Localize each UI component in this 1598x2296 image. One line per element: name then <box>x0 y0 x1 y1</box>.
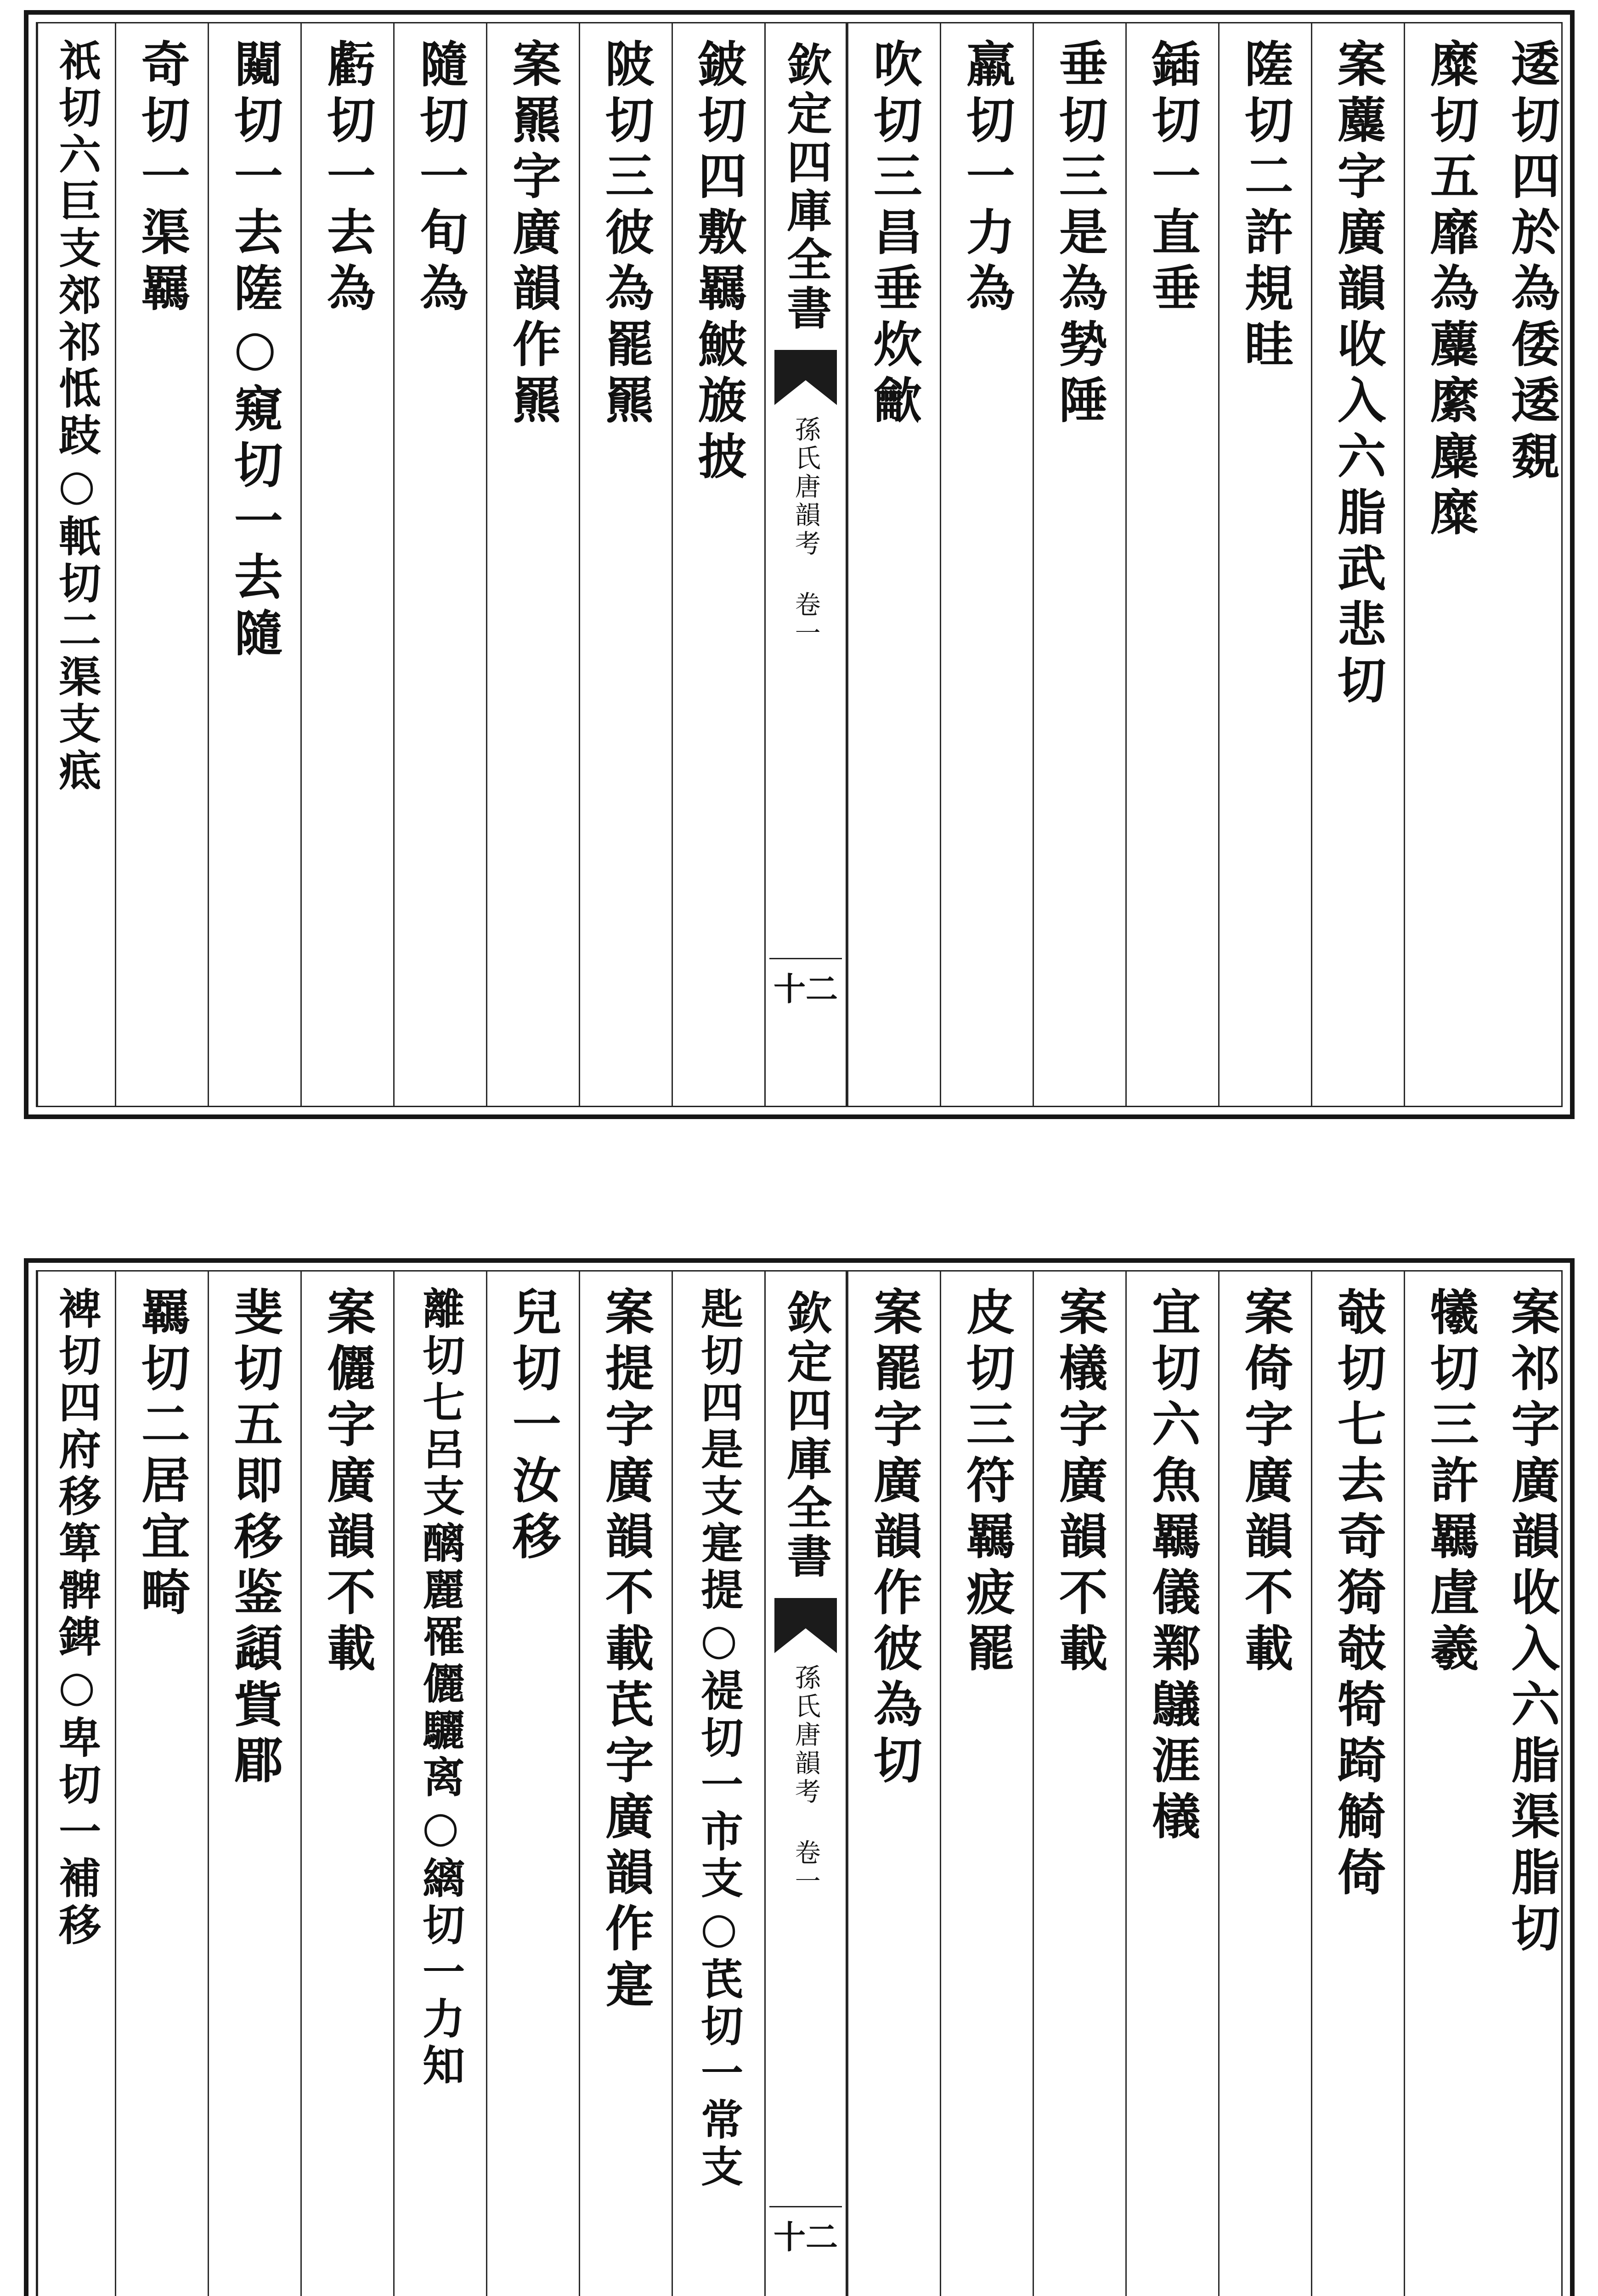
top-fold-center <box>764 23 847 1106</box>
bottom-page <box>24 1258 1575 2296</box>
bottom-col-6 <box>1033 1271 1125 2296</box>
bottom-col-16-text: 裨切四府移箄髀錍○卑切一補移 <box>52 1287 102 1950</box>
top-col-2 <box>1404 23 1496 1106</box>
bottom-col-9 <box>672 1271 764 2296</box>
top-col-12-text: 隨切一旬為 <box>412 39 469 319</box>
bottom-col-14 <box>208 1271 300 2296</box>
top-col-11 <box>486 23 579 1106</box>
bottom-col-11 <box>486 1271 579 2296</box>
page-number-rule <box>769 958 842 959</box>
top-col-4 <box>1218 23 1311 1106</box>
bottom-col-7 <box>940 1271 1033 2296</box>
top-col-16-text: 祇切六巨支郊祁怟跂○軝切二渠支疷 <box>52 39 102 795</box>
bottom-col-10 <box>579 1271 672 2296</box>
top-col-10 <box>579 23 672 1106</box>
bottom-fold-center <box>764 1271 847 2296</box>
bottom-col-13 <box>300 1271 393 2296</box>
top-col-7 <box>940 23 1033 1106</box>
bottom-col-3-text: 攲切七去奇猗攲犄踦觭倚 <box>1329 1287 1387 1903</box>
bottom-col-15 <box>115 1271 208 2296</box>
bottom-col-1 <box>1496 1271 1567 2296</box>
bottom-col-10-text: 案提字廣韻不載芪字廣韻作寔 <box>597 1287 655 2015</box>
bottom-col-3 <box>1311 1271 1404 2296</box>
bottom-col-12 <box>393 1271 486 2296</box>
top-col-9 <box>672 23 764 1106</box>
top-col-9-text: 鈹切四敷羈鮍旇披 <box>690 39 748 487</box>
bottom-sub-title: 孫氏唐韻考 卷一 <box>791 1664 821 1896</box>
top-col-6 <box>1033 23 1125 1106</box>
bottom-col-6-text: 案檥字廣韻不載 <box>1051 1287 1109 1679</box>
bottom-col-5 <box>1125 1271 1218 2296</box>
top-col-15 <box>115 23 208 1106</box>
top-col-16 <box>37 23 115 1106</box>
bottom-col-5-text: 宜切六魚羈儀鄴鸃涯檥 <box>1144 1287 1202 1847</box>
top-col-7-text: 羸切一力為 <box>958 39 1016 319</box>
bottom-col-13-text: 案儷字廣韻不載 <box>319 1287 377 1679</box>
top-col-4-text: 隓切二許規眭 <box>1237 39 1294 375</box>
top-col-15-text: 奇切一渠羈 <box>133 39 191 319</box>
bottom-col-11-text: 兒切一汝移 <box>504 1287 562 1567</box>
bottom-col-8-text: 案罷字廣韻作彼為切 <box>865 1287 923 1791</box>
top-col-3-text: 案蘪字廣韻收入六脂武悲切 <box>1329 39 1387 711</box>
top-col-6-text: 垂切三是為㔟陲 <box>1051 39 1109 431</box>
bottom-col-4 <box>1218 1271 1311 2296</box>
top-col-3 <box>1311 23 1404 1106</box>
top-col-14 <box>208 23 300 1106</box>
bottom-col-2-text: 犧切三許羈虘羲 <box>1422 1287 1480 1679</box>
top-col-5-text: 鍤切一直垂 <box>1144 39 1202 319</box>
top-page <box>24 10 1575 1119</box>
bottom-col-2 <box>1404 1271 1496 2296</box>
fishtail-ornament <box>774 350 837 405</box>
top-running-title: 欽定四庫全書 <box>779 41 832 333</box>
bottom-col-12-text: 離切七呂支醨麗罹儷驪离○縭切一力知 <box>416 1287 466 2090</box>
bottom-running-title: 欽定四庫全書 <box>779 1289 832 1581</box>
top-sub-title: 孫氏唐韻考 卷一 <box>791 416 821 648</box>
bottom-col-14-text: 斐切五即移鉴頿貲郿 <box>226 1287 284 1791</box>
top-col-8 <box>847 23 940 1106</box>
fishtail-ornament <box>774 1598 837 1653</box>
bottom-col-7-text: 皮切三符羈疲罷 <box>958 1287 1016 1679</box>
top-col-5 <box>1125 23 1218 1106</box>
top-col-8-text: 吹切三昌垂炊龡 <box>865 39 923 431</box>
bottom-page-number: 十二 <box>774 2218 838 2256</box>
top-col-1 <box>1496 23 1567 1106</box>
top-col-12 <box>393 23 486 1106</box>
top-col-1-text: 逶切四於為倭逶覣 <box>1503 39 1561 487</box>
top-col-13-text: 虧切一去為 <box>319 39 377 319</box>
top-col-11-text: 案羆字廣韻作羆 <box>504 39 562 431</box>
bottom-col-1-text: 案祁字廣韻收入六脂渠脂切 <box>1503 1287 1561 1959</box>
bottom-col-4-text: 案倚字廣韻不載 <box>1237 1287 1294 1679</box>
top-col-13 <box>300 23 393 1106</box>
bottom-col-9-text: 匙切四是支寔提○禔切一市支○芪切一常支 <box>694 1287 744 2191</box>
page-number-rule <box>769 2206 842 2207</box>
bottom-col-16 <box>37 1271 115 2296</box>
top-page-number: 十二 <box>774 970 838 1008</box>
top-col-14-text: 闚切一去隓○窺切一去隨 <box>226 39 284 664</box>
top-col-10-text: 陂切三彼為罷羆 <box>597 39 655 431</box>
top-col-2-text: 糜切五靡為蘪縻麋糜 <box>1422 39 1480 543</box>
bottom-col-8 <box>847 1271 940 2296</box>
bottom-col-15-text: 羈切二居宜畸 <box>133 1287 191 1623</box>
